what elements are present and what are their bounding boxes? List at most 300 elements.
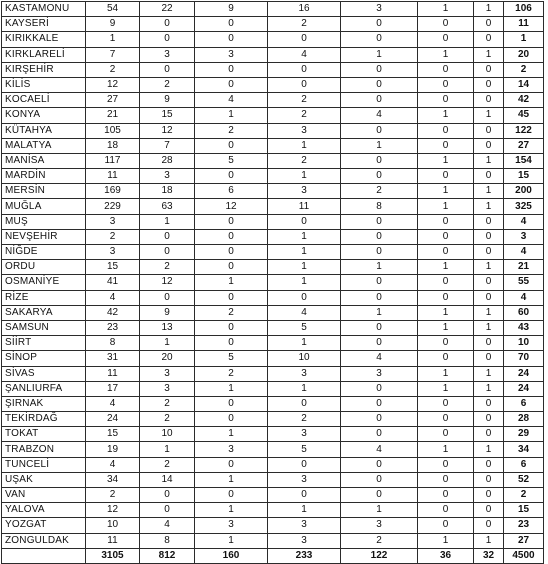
value-cell: 15 [86,427,140,442]
value-cell: 4 [195,93,268,108]
value-cell: 1 [140,442,195,457]
value-cell: 1 [418,47,474,62]
table-row [2,412,544,427]
province-name-cell: TEKİRDAĞ [2,412,86,427]
value-cell: 5 [268,320,341,335]
value-cell: 0 [341,17,418,32]
value-cell: 1 [195,503,268,518]
value-cell: 0 [268,214,341,229]
value-cell: 0 [418,17,474,32]
value-cell: 19 [86,442,140,457]
province-name-cell: SİNOP [2,351,86,366]
value-cell: 1 [268,336,341,351]
value-cell: 3 [195,442,268,457]
value-cell: 34 [86,472,140,487]
value-cell: 1 [418,108,474,123]
value-cell: 4 [86,457,140,472]
row-total-cell: 2 [504,62,544,77]
province-name-cell: UŞAK [2,472,86,487]
value-cell: 3 [268,427,341,442]
value-cell: 0 [474,123,504,138]
value-cell: 0 [195,396,268,411]
value-cell: 4 [341,442,418,457]
value-cell: 0 [341,77,418,92]
value-cell: 0 [341,396,418,411]
value-cell: 0 [474,77,504,92]
value-cell: 32 [474,548,504,563]
value-cell: 10 [140,427,195,442]
row-total-cell: 154 [504,153,544,168]
value-cell: 0 [195,320,268,335]
row-total-cell: 15 [504,169,544,184]
value-cell: 2 [195,366,268,381]
table-row [2,336,544,351]
value-cell: 3 [86,214,140,229]
province-name-cell: SİİRT [2,336,86,351]
value-cell: 0 [195,412,268,427]
value-cell: 0 [418,77,474,92]
province-name-cell: SAKARYA [2,305,86,320]
row-total-cell: 70 [504,351,544,366]
value-cell: 1 [341,138,418,153]
province-name-cell: KİLİS [2,77,86,92]
table-row [2,275,544,290]
value-cell: 0 [341,336,418,351]
value-cell: 0 [341,93,418,108]
value-cell: 0 [418,427,474,442]
value-cell: 2 [268,153,341,168]
value-cell: 0 [195,336,268,351]
value-cell: 3 [86,245,140,260]
province-name-cell: VAN [2,488,86,503]
value-cell: 0 [418,93,474,108]
value-cell: 0 [418,229,474,244]
value-cell: 1 [86,32,140,47]
value-cell: 0 [195,32,268,47]
value-cell: 12 [195,199,268,214]
value-cell: 12 [86,503,140,518]
value-cell: 2 [195,123,268,138]
value-cell: 1 [268,260,341,275]
value-cell: 11 [86,366,140,381]
value-cell: 0 [195,229,268,244]
value-cell: 0 [140,32,195,47]
value-cell: 28 [140,153,195,168]
value-cell: 0 [341,290,418,305]
value-cell: 1 [195,472,268,487]
value-cell: 10 [86,518,140,533]
value-cell: 0 [268,32,341,47]
value-cell: 0 [341,32,418,47]
value-cell: 0 [474,518,504,533]
province-name-cell: SİVAS [2,366,86,381]
value-cell: 1 [341,47,418,62]
value-cell: 0 [268,457,341,472]
table-row [2,320,544,335]
value-cell: 1 [140,214,195,229]
value-cell: 2 [268,17,341,32]
value-cell: 2 [341,184,418,199]
value-cell: 4 [86,290,140,305]
value-cell: 31 [86,351,140,366]
row-total-cell: 42 [504,93,544,108]
province-name-cell: ZONGULDAK [2,533,86,548]
value-cell: 1 [418,305,474,320]
value-cell: 1 [268,275,341,290]
value-cell: 15 [140,108,195,123]
province-name-cell: KIRIKKALE [2,32,86,47]
table-row [2,290,544,305]
value-cell: 0 [341,488,418,503]
value-cell: 0 [418,62,474,77]
value-cell: 0 [418,457,474,472]
value-cell: 0 [140,488,195,503]
row-total-cell: 28 [504,412,544,427]
table-row [2,503,544,518]
value-cell: 8 [86,336,140,351]
value-cell: 0 [341,153,418,168]
province-name-cell: MERSİN [2,184,86,199]
value-cell: 4 [140,518,195,533]
value-cell: 1 [418,153,474,168]
value-cell: 2 [195,305,268,320]
value-cell: 3 [268,123,341,138]
value-cell: 8 [341,199,418,214]
value-cell: 0 [418,214,474,229]
table-row [2,381,544,396]
table-row [2,108,544,123]
table-row [2,47,544,62]
table-row [2,62,544,77]
province-name-cell: SAMSUN [2,320,86,335]
province-name-cell: ŞANLIURFA [2,381,86,396]
value-cell: 0 [341,245,418,260]
value-cell: 4 [86,396,140,411]
value-cell: 0 [474,472,504,487]
table-row [2,77,544,92]
table-row [2,32,544,47]
province-name-cell: KÜTAHYA [2,123,86,138]
value-cell: 20 [140,351,195,366]
value-cell: 0 [341,169,418,184]
value-cell: 1 [474,381,504,396]
value-cell: 3 [268,472,341,487]
value-cell: 2 [268,412,341,427]
value-cell: 1 [474,320,504,335]
value-cell: 2 [140,77,195,92]
value-cell: 5 [268,442,341,457]
value-cell: 1 [268,229,341,244]
value-cell: 0 [195,457,268,472]
value-cell: 2 [140,457,195,472]
province-name-cell: OSMANİYE [2,275,86,290]
province-name-cell: TUNCELİ [2,457,86,472]
row-total-cell: 27 [504,138,544,153]
row-total-cell: 21 [504,260,544,275]
value-cell: 1 [418,184,474,199]
value-cell: 4 [268,305,341,320]
value-cell: 13 [140,320,195,335]
value-cell: 41 [86,275,140,290]
value-cell: 229 [86,199,140,214]
value-cell: 0 [418,32,474,47]
value-cell: 0 [474,93,504,108]
value-cell: 3 [268,518,341,533]
value-cell: 0 [195,169,268,184]
value-cell: 17 [86,381,140,396]
value-cell: 0 [418,275,474,290]
value-cell: 0 [418,245,474,260]
value-cell: 0 [140,229,195,244]
value-cell: 1 [268,138,341,153]
row-total-cell: 6 [504,457,544,472]
value-cell: 2 [268,108,341,123]
value-cell: 3 [268,366,341,381]
table-row [2,245,544,260]
row-total-cell: 52 [504,472,544,487]
value-cell: 0 [140,62,195,77]
province-name-cell: NEVŞEHİR [2,229,86,244]
value-cell: 16 [268,2,341,17]
value-cell: 1 [474,260,504,275]
province-name-cell: TOKAT [2,427,86,442]
value-cell: 5 [195,153,268,168]
value-cell: 12 [140,123,195,138]
value-cell: 0 [341,275,418,290]
province-name-cell: KASTAMONU [2,2,86,17]
totals-row [2,548,544,563]
value-cell: 1 [341,260,418,275]
value-cell: 9 [140,305,195,320]
value-cell: 10 [268,351,341,366]
table-row [2,457,544,472]
row-total-cell: 23 [504,518,544,533]
province-name-cell: ŞIRNAK [2,396,86,411]
row-total-cell: 200 [504,184,544,199]
table-row [2,396,544,411]
value-cell: 0 [195,138,268,153]
value-cell: 0 [474,17,504,32]
value-cell: 22 [140,2,195,17]
table-row [2,427,544,442]
value-cell: 1 [474,47,504,62]
province-name-cell: NİĞDE [2,245,86,260]
value-cell: 0 [418,503,474,518]
value-cell: 0 [474,62,504,77]
table-row [2,305,544,320]
value-cell: 0 [418,336,474,351]
value-cell: 0 [195,62,268,77]
value-cell: 24 [86,412,140,427]
table-row [2,2,544,17]
table-row [2,93,544,108]
value-cell: 1 [418,199,474,214]
value-cell: 0 [268,488,341,503]
province-table [1,1,544,564]
province-name-cell: YOZGAT [2,518,86,533]
value-cell: 4 [341,108,418,123]
value-cell: 0 [341,472,418,487]
value-cell: 2 [341,533,418,548]
value-cell: 1 [418,533,474,548]
value-cell: 42 [86,305,140,320]
value-cell: 0 [474,214,504,229]
value-cell: 0 [418,123,474,138]
value-cell: 0 [341,381,418,396]
value-cell: 18 [140,184,195,199]
value-cell: 105 [86,123,140,138]
value-cell: 1 [418,366,474,381]
table-row [2,214,544,229]
province-name-cell: KIRKLARELİ [2,47,86,62]
value-cell: 3 [140,47,195,62]
row-total-cell: 45 [504,108,544,123]
value-cell: 0 [474,32,504,47]
value-cell: 1 [195,275,268,290]
value-cell: 3 [140,169,195,184]
value-cell: 0 [474,488,504,503]
value-cell: 12 [86,77,140,92]
value-cell: 1 [474,442,504,457]
row-total-cell: 55 [504,275,544,290]
table-row [2,184,544,199]
value-cell: 11 [86,169,140,184]
value-cell: 0 [474,457,504,472]
row-total-cell: 27 [504,533,544,548]
value-cell: 0 [474,396,504,411]
value-cell: 2 [86,229,140,244]
province-name-cell: TRABZON [2,442,86,457]
table-row [2,351,544,366]
province-name-cell: RİZE [2,290,86,305]
value-cell: 0 [268,77,341,92]
value-cell: 0 [341,62,418,77]
province-name-cell: MUŞ [2,214,86,229]
table-row [2,442,544,457]
row-total-cell: 4 [504,214,544,229]
value-cell: 2 [140,260,195,275]
value-cell: 7 [140,138,195,153]
value-cell: 3 [140,366,195,381]
value-cell: 21 [86,108,140,123]
row-total-cell: 3 [504,229,544,244]
table-row [2,169,544,184]
table-row [2,488,544,503]
value-cell: 1 [474,2,504,17]
table-row [2,533,544,548]
value-cell: 0 [474,336,504,351]
value-cell: 63 [140,199,195,214]
value-cell: 0 [341,412,418,427]
value-cell: 0 [418,396,474,411]
value-cell: 2 [86,488,140,503]
value-cell: 54 [86,2,140,17]
table-row [2,138,544,153]
value-cell: 5 [195,351,268,366]
value-cell: 169 [86,184,140,199]
province-name-cell: MALATYA [2,138,86,153]
value-cell: 812 [140,548,195,563]
value-cell: 0 [195,77,268,92]
value-cell: 1 [418,381,474,396]
province-name-cell: MANİSA [2,153,86,168]
value-cell: 1 [418,442,474,457]
province-name-cell: KAYSERİ [2,17,86,32]
value-cell: 2 [140,396,195,411]
row-total-cell: 1 [504,32,544,47]
value-cell: 1 [418,260,474,275]
value-cell: 36 [418,548,474,563]
value-cell: 0 [474,290,504,305]
value-cell: 11 [86,533,140,548]
province-name-cell: MUĞLA [2,199,86,214]
province-name-cell: KOCAELİ [2,93,86,108]
value-cell: 1 [268,245,341,260]
row-total-cell: 60 [504,305,544,320]
value-cell: 4 [268,47,341,62]
value-cell: 1 [195,108,268,123]
value-cell: 1 [418,320,474,335]
row-total-cell: 34 [504,442,544,457]
value-cell: 1 [268,169,341,184]
value-cell: 0 [341,229,418,244]
value-cell: 0 [418,138,474,153]
row-total-cell: 325 [504,199,544,214]
table-row [2,199,544,214]
value-cell: 14 [140,472,195,487]
value-cell: 23 [86,320,140,335]
table-row [2,472,544,487]
row-total-cell: 4 [504,245,544,260]
value-cell: 12 [140,275,195,290]
value-cell: 160 [195,548,268,563]
value-cell: 3 [341,518,418,533]
value-cell: 1 [341,503,418,518]
value-cell: 3 [268,533,341,548]
value-cell: 1 [474,108,504,123]
value-cell: 6 [195,184,268,199]
province-name-cell: ORDU [2,260,86,275]
value-cell: 3 [341,366,418,381]
value-cell: 0 [341,457,418,472]
value-cell: 2 [268,93,341,108]
row-total-cell: 10 [504,336,544,351]
row-total-cell: 14 [504,77,544,92]
table-row [2,260,544,275]
province-name-cell: YALOVA [2,503,86,518]
row-total-cell: 24 [504,366,544,381]
value-cell: 0 [474,275,504,290]
value-cell: 0 [195,17,268,32]
value-cell: 1 [474,153,504,168]
row-total-cell: 15 [504,503,544,518]
value-cell: 9 [140,93,195,108]
value-cell: 1 [268,503,341,518]
value-cell: 0 [140,290,195,305]
value-cell: 0 [140,17,195,32]
value-cell: 0 [418,169,474,184]
value-cell: 1 [474,184,504,199]
value-cell: 1 [474,366,504,381]
value-cell: 0 [418,518,474,533]
value-cell: 0 [341,320,418,335]
value-cell: 1 [195,427,268,442]
value-cell: 0 [140,503,195,518]
value-cell: 0 [195,245,268,260]
row-total-cell: 6 [504,396,544,411]
province-name-cell: MARDİN [2,169,86,184]
row-total-cell: 2 [504,488,544,503]
